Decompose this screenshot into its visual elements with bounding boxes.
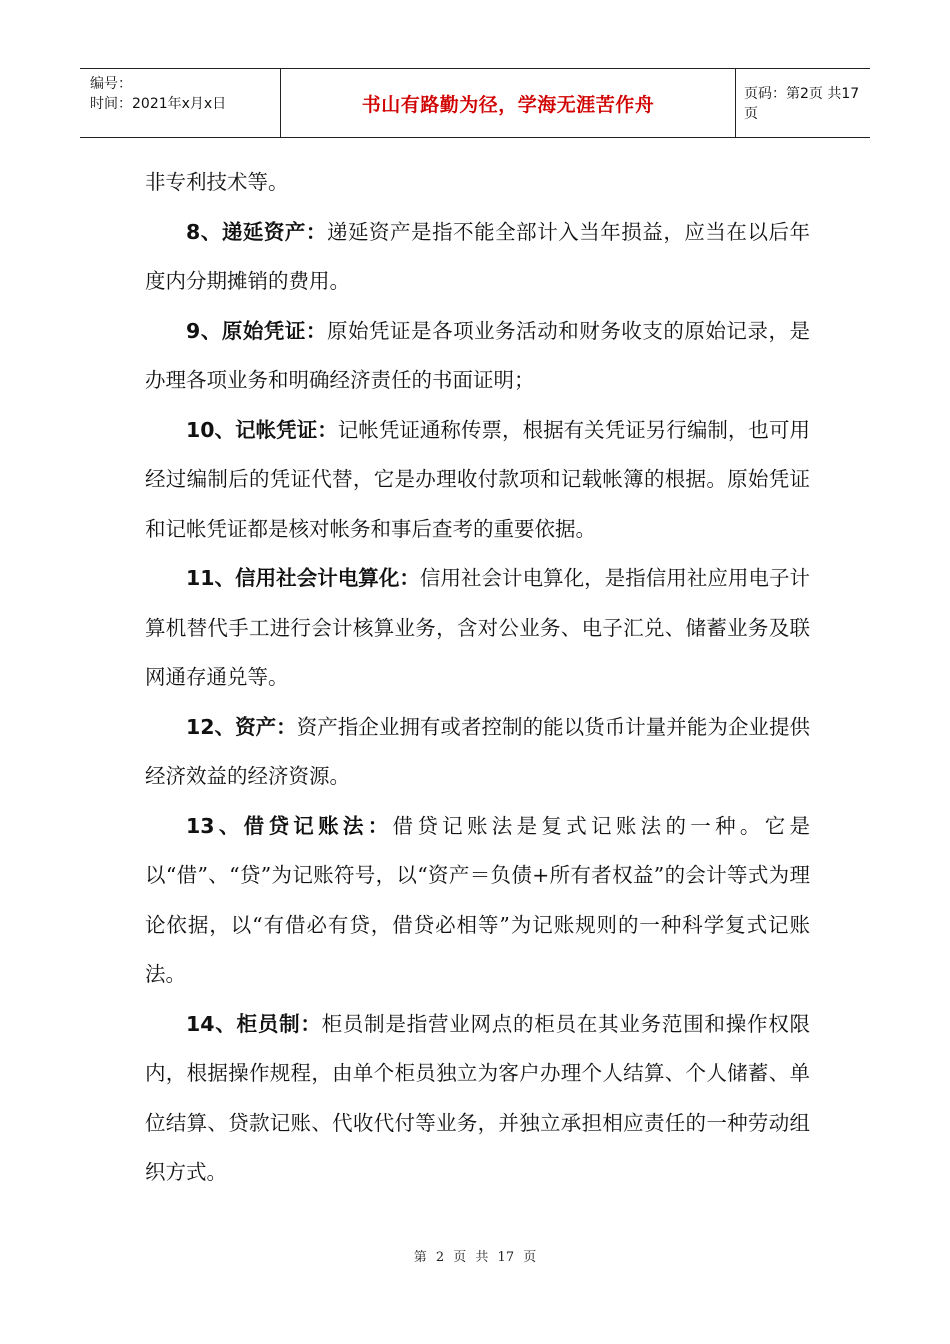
term-label: 9、原始凭证： bbox=[186, 318, 327, 343]
page-header bbox=[80, 68, 870, 138]
paragraph-text: 资产指企业拥有或者控制的能以货币计量并能为企业提供经济效益的经济资源。 bbox=[145, 714, 811, 788]
document-body bbox=[145, 158, 810, 1198]
term-label: 12、资产： bbox=[186, 714, 297, 739]
page-footer bbox=[0, 1246, 950, 1265]
paragraph-text: 信用社会计电算化，是指信用社应用电子计算机替代手工进行会计核算业务，含对公业务、电子汇兑、储蓄业务及联网通存通兑等。 bbox=[145, 566, 811, 689]
paragraph-text: 递延资产是指不能全部计入当年损益，应当在以后年度内分期摊销的费用。 bbox=[145, 219, 811, 293]
header-motto-cell bbox=[280, 69, 736, 137]
header-page-info bbox=[736, 69, 870, 137]
term-label: 13、借贷记账法： bbox=[186, 813, 393, 838]
paragraph bbox=[145, 307, 810, 406]
paragraph bbox=[145, 1000, 810, 1198]
term-label: 11、信用社会计电算化： bbox=[186, 566, 420, 590]
paragraph bbox=[145, 208, 810, 307]
paragraph-text: 非专利技术等。 bbox=[145, 170, 289, 194]
paragraph-text: 原始凭证是各项业务活动和财务收支的原始记录，是办理各项业务和明确经济责任的书面证明； bbox=[145, 318, 811, 392]
paragraph-text: 记帐凭证通称传票，根据有关凭证另行编制，也可用经过编制后的凭证代替，它是办理收付款项和记载帐簿的根据。原始凭证和记帐凭证都是核对帐务和事后查考的重要依据。 bbox=[145, 417, 810, 541]
footer-page-number: 第 2 页 共 17 页 bbox=[413, 1250, 537, 1265]
date-line: 时间：2021年x月x日 bbox=[90, 96, 227, 112]
page-info-text: 页码：第2页 共17页 bbox=[744, 86, 860, 122]
paragraph bbox=[145, 554, 810, 703]
header-meta bbox=[80, 69, 280, 137]
paragraph bbox=[145, 802, 810, 1000]
term-label: 8、递延资产： bbox=[186, 219, 327, 244]
term-label: 14、柜员制： bbox=[186, 1011, 322, 1036]
paragraph bbox=[145, 406, 810, 555]
paragraph-text: 借贷记账法是复式记账法的一种。它是以“借”、“贷”为记账符号，以“资产＝负债+所有者权益”的会计等式为理论依据，以“有借必有贷，借贷必相等”为记账规则的一种科学复式记账法。 bbox=[145, 813, 811, 986]
motto-text: 书山有路勤为径，学海无涯苦作舟 bbox=[361, 93, 655, 116]
term-label: 10、记帐凭证： bbox=[186, 417, 338, 442]
paragraph bbox=[145, 158, 810, 208]
paragraph bbox=[145, 703, 810, 802]
serial-label: 编号： bbox=[90, 76, 132, 92]
paragraph-text: 柜员制是指营业网点的柜员在其业务范围和操作权限内，根据操作规程，由单个柜员独立为客户办理个人结算、个人储蓄、单位结算、贷款记账、代收代付等业务，并独立承担相应责任的一种劳动组织方式。 bbox=[145, 1011, 811, 1184]
